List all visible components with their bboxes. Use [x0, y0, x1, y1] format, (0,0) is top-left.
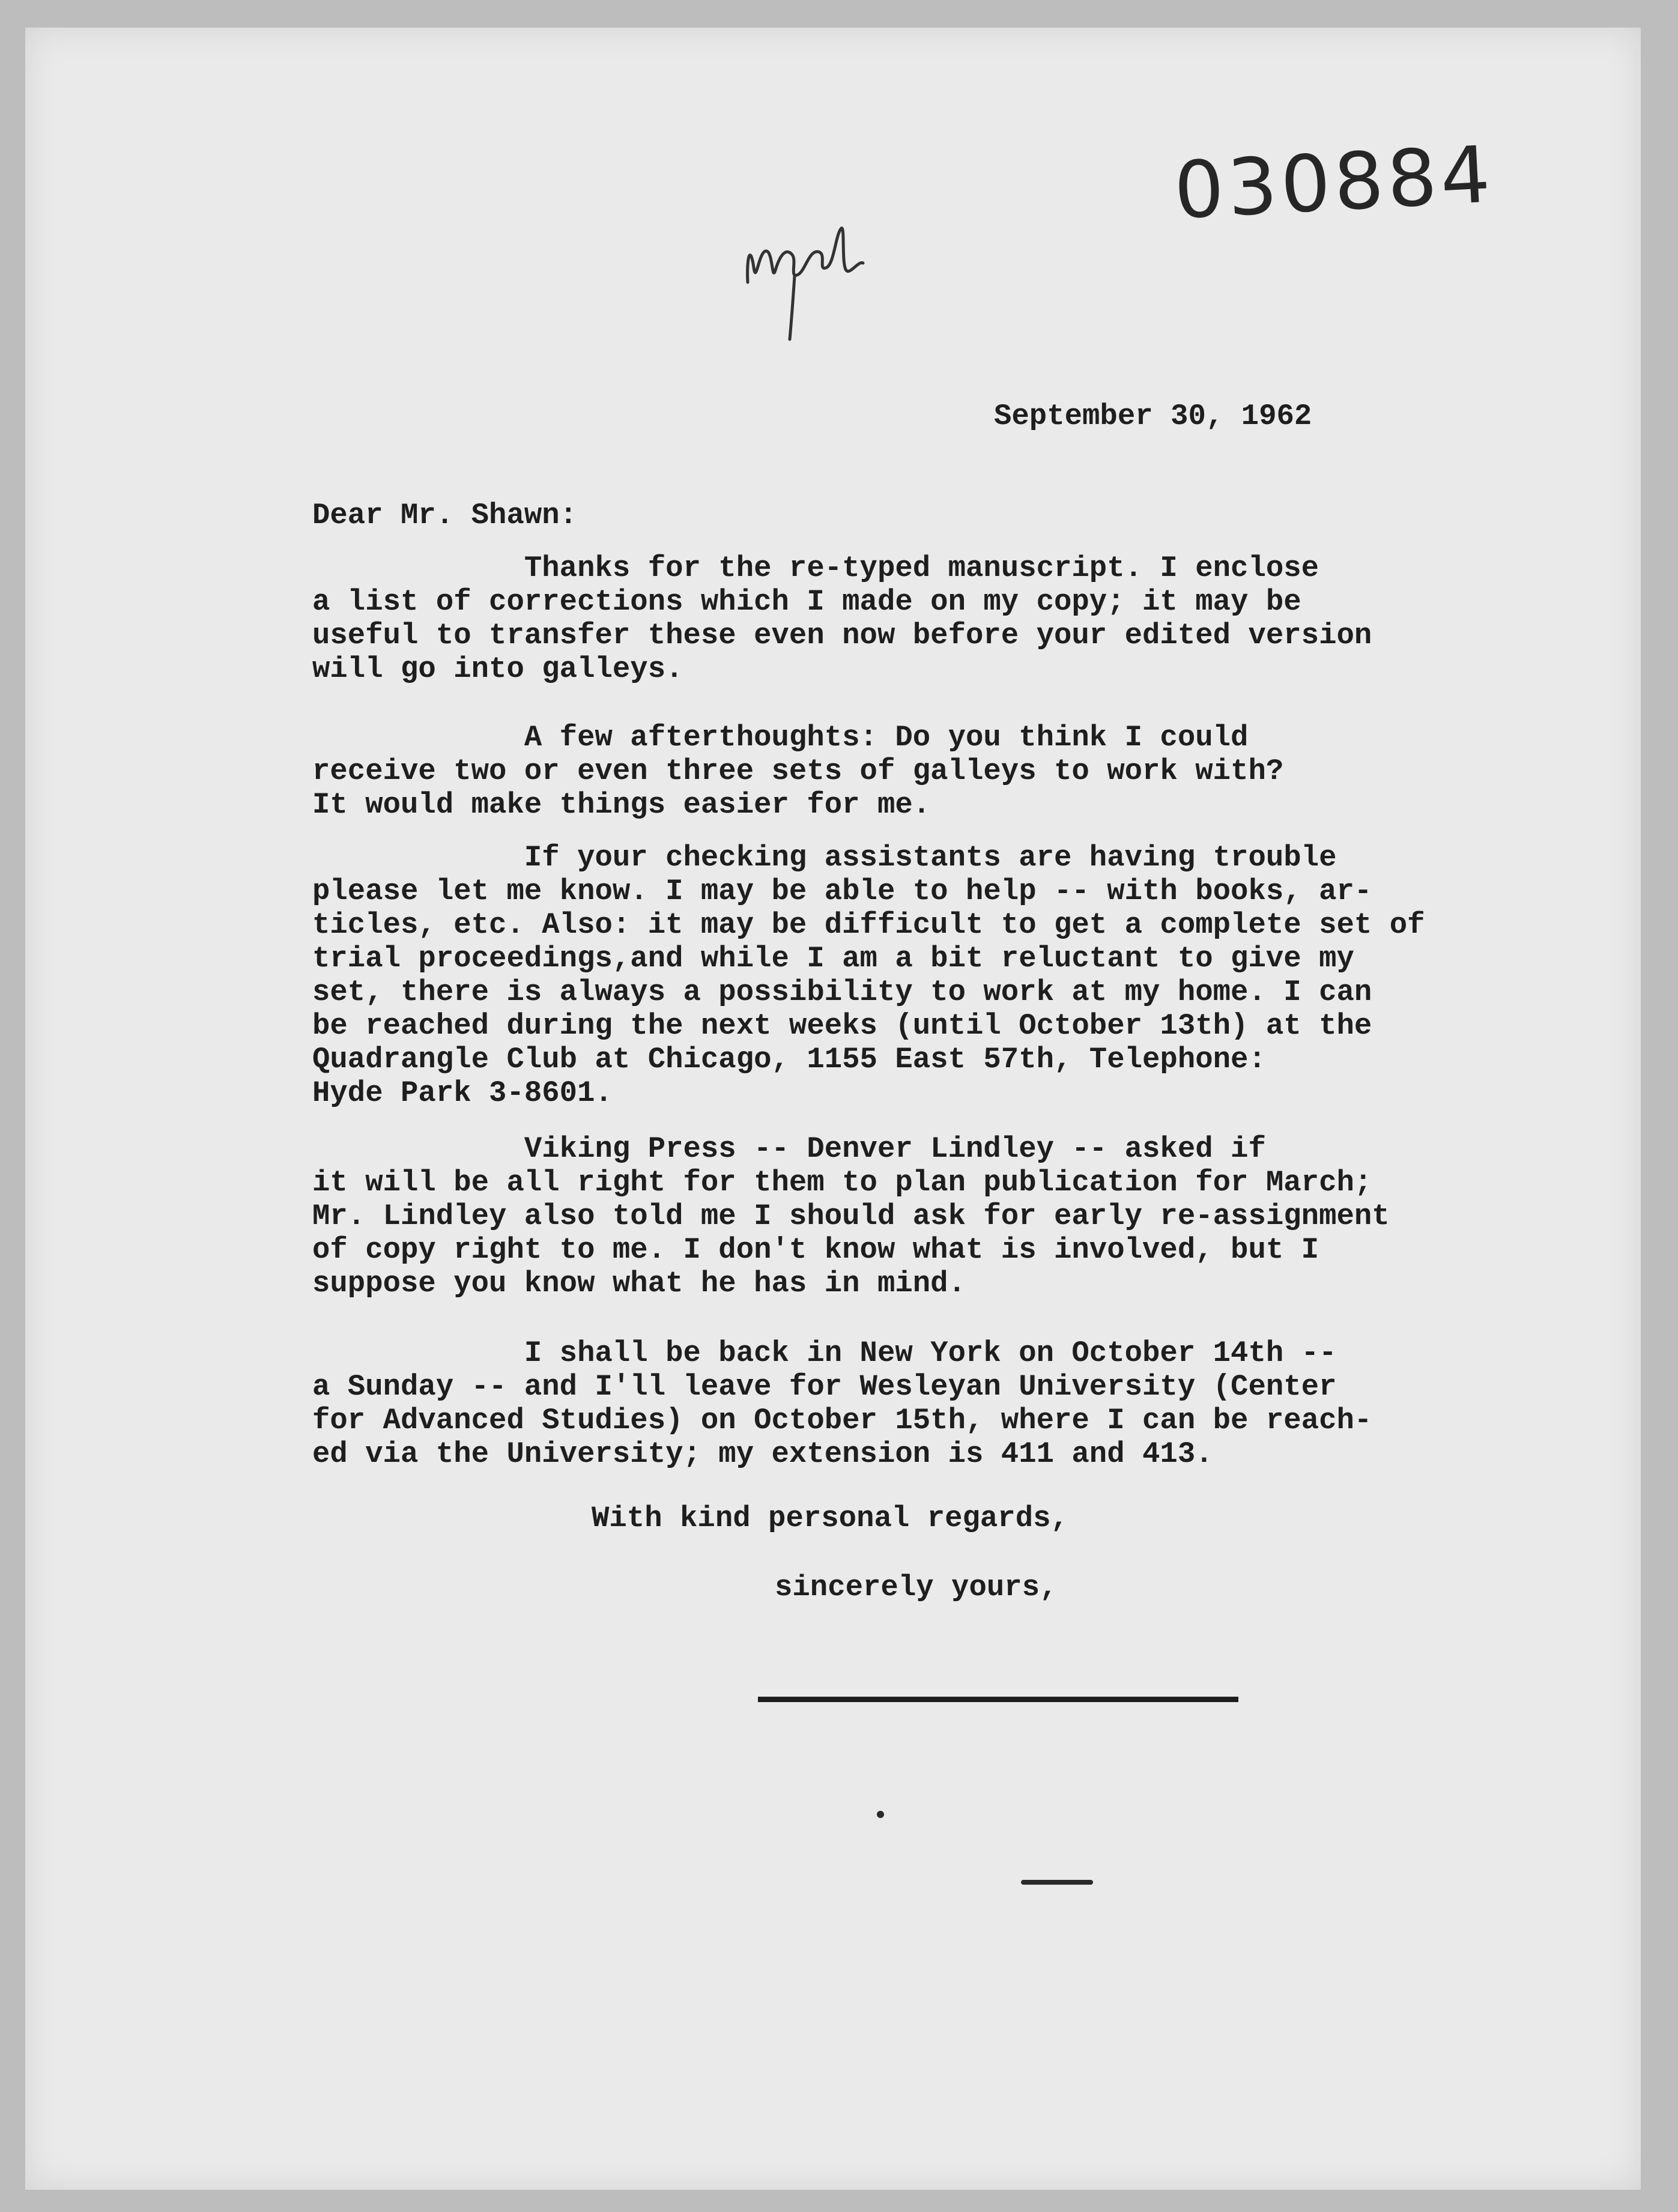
handwritten-initial-icon: [730, 210, 874, 348]
stray-mark: [1021, 1880, 1093, 1885]
ink-speck: [877, 1811, 884, 1818]
letter-date: September 30, 1962: [994, 399, 1312, 433]
salutation: Dear Mr. Shawn:: [312, 498, 578, 532]
archive-number: 030884: [1172, 129, 1496, 237]
paragraph-new-york-return: I shall be back in New York on October 14th -- a Sunday -- and I'll leave for Wesleyan University (Center for Advanced Studies) on October 15th, where I can be reach- ed via the University; my extension is 411 and 413.: [312, 1336, 1372, 1471]
paragraph-manuscript: Thanks for the re-typed manuscript. I enclose a list of corrections which I made on my copy; it may be useful to transfer these even now before your edited version will go into galleys.: [312, 551, 1372, 686]
paragraph-viking-press: Viking Press -- Denver Lindley -- asked if it will be all right for them to plan publication for March; Mr. Lindley also told me I should ask for early re-assignment of copy right to me. I don't know what is involved, but I suppose you know what he has in mind.: [312, 1132, 1390, 1300]
signoff: sincerely yours,: [775, 1571, 1058, 1604]
closing: With kind personal regards,: [592, 1501, 1068, 1535]
paragraph-checking-assistants: If your checking assistants are having trouble please let me know. I may be able to help -- with books, ar- ticles, etc. Also: it may be difficult to get a complete set of trial proceedings,and while I am a bit reluctant to give my set, there is always a possibility to work at my home. I can be reached during the next weeks (until October 13th) at the Quadrangle Club at Chicago, 1155 East 57th, Telephone: Hyde Park 3-8601.: [312, 841, 1425, 1110]
paragraph-afterthoughts: A few afterthoughts: Do you think I could receive two or even three sets of galleys to work with? It would make things easier for me.: [312, 721, 1284, 822]
signature-line: [758, 1697, 1238, 1702]
